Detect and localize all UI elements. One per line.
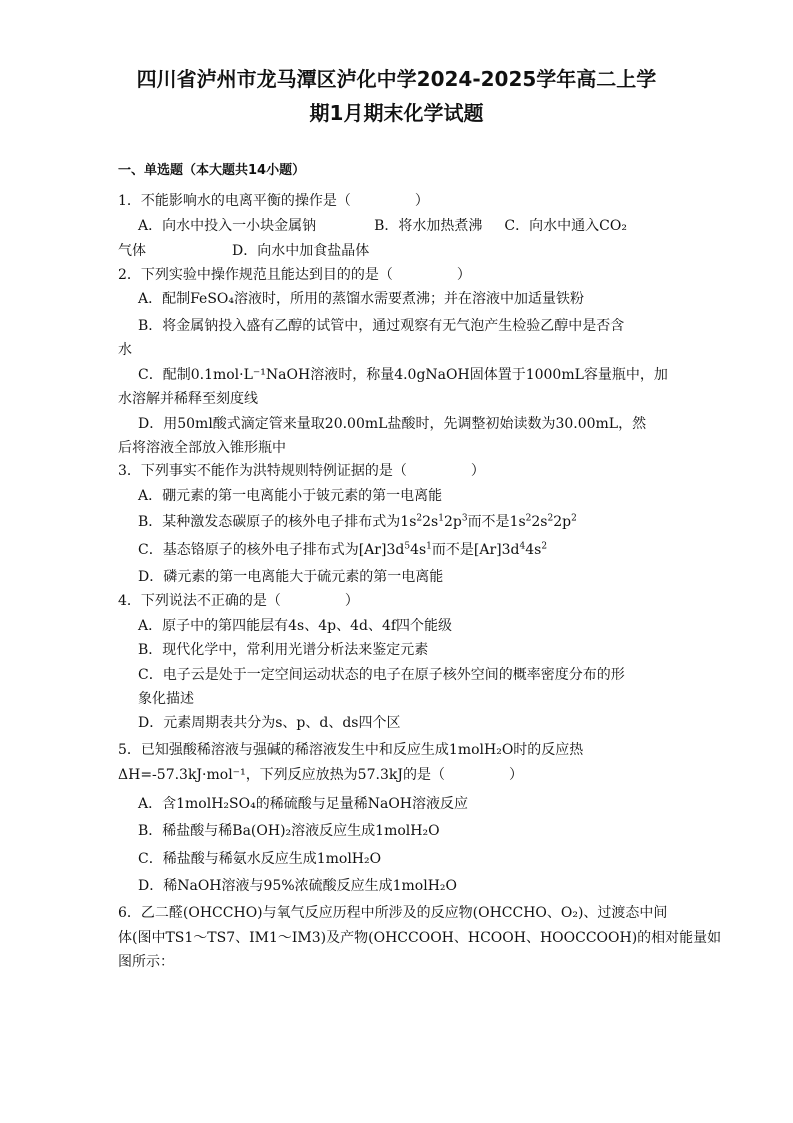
q4-option-c: C．电子云是处于一定空间运动状态的电子在原子核外空间的概率密度分布的形 [138, 667, 625, 683]
question-6-stem: 6．乙二醛(OHCCHO)与氧气反应历程中所涉及的反应物(OHCCHO、O₂)、过渡态中间 [118, 905, 668, 921]
q3-option-d: D．磷元素的第一电离能大于硫元素的第一电离能 [138, 569, 444, 585]
question-1-options-cont: 气体 D．向水中加食盐晶体 [118, 243, 370, 259]
question-1-stem: 1．不能影响水的电离平衡的操作是（ ） [118, 193, 429, 209]
q2-option-d-cont: 后将溶液全部放入锥形瓶中 [118, 440, 286, 456]
q2-option-d: D．用50ml酸式滴定管来量取20.00mL盐酸时，先调整初始读数为30.00mL，然 [138, 416, 647, 432]
question-3-stem: 3．下列事实不能作为洪特规则特例证据的是（ ） [118, 463, 485, 479]
question-5-stem: 5．已知强酸稀溶液与强碱的稀溶液发生中和反应生成1molH₂O时的反应热 [118, 742, 584, 758]
section-heading: 一、单选题（本大题共14小题） [118, 163, 306, 178]
question-6-stem-cont2: 图所示： [118, 954, 174, 970]
q4-option-a: A．原子中的第四能层有4s、4p、4d、4f四个能级 [138, 618, 453, 634]
q5-option-c: C．稀盐酸与稀氨水反应生成1molH₂O [138, 851, 382, 867]
q2-option-c: C．配制0.1mol·L⁻¹NaOH溶液时，称量4.0gNaOH固体置于1000mL容量瓶中，加 [138, 367, 668, 383]
q5-option-d: D．稀NaOH溶液与95%浓硫酸反应生成1molH₂O [138, 878, 458, 894]
question-2-stem: 2．下列实验中操作规范且能达到目的的是（ ） [118, 267, 471, 283]
q1-option-a: A．向水中投入一小块金属钠 [138, 218, 317, 234]
q1-option-c: C．向水中通入CO₂ [504, 218, 627, 234]
q3-option-a: A．硼元素的第一电离能小于铍元素的第一电离能 [138, 488, 443, 504]
page-title-line1: 四川省泸州市龙马潭区泸化中学2024-2025学年高二上学 [136, 67, 657, 91]
q1-option-b: B．将水加热煮沸 [374, 218, 483, 234]
q4-option-c-cont: 象化描述 [138, 691, 194, 707]
q2-option-b: B．将金属钠投入盛有乙醇的试管中，通过观察有无气泡产生检验乙醇中是否含 [138, 318, 625, 334]
q2-option-a: A．配制FeSO₄溶液时，所用的蒸馏水需要煮沸；并在溶液中加适量铁粉 [138, 291, 585, 307]
question-4-stem: 4．下列说法不正确的是（ ） [118, 593, 359, 609]
q3-option-c: C．基态铬原子的核外电子排布式为$[Ar]3d^54s^1$而不是$[Ar]3d^44s^2$ [138, 541, 548, 558]
q4-option-b: B．现代化学中，常利用光谱分析法来鉴定元素 [138, 642, 429, 658]
question-6-stem-cont1: 体(图中TS1～TS7、IM1～IM3)及产物(OHCCOOH、HCOOH、HOOCCOOH)的相对能量如 [118, 930, 722, 946]
question-1-options [138, 217, 627, 235]
q2-option-b-cont: 水 [118, 342, 132, 358]
mol-h2o-formula: 1molH₂O [448, 742, 514, 758]
q1-option-d: D．向水中加食盐晶体 [232, 243, 370, 259]
q5-option-a: A．含1molH₂SO₄的稀硫酸与足量稀NaOH溶液反应 [138, 796, 469, 812]
delta-h-formula: ΔH=-57.3kJ·mol⁻¹ [118, 767, 246, 783]
q4-option-d: D．元素周期表共分为s、p、d、ds四个区 [138, 715, 401, 731]
q3-option-b: B．某种激发态碳原子的核外电子排布式为$1s^22s^12p^3$而不是$1s^22s^22p^2$ [138, 513, 577, 530]
page-title-line2: 期1月期末化学试题 [309, 101, 484, 125]
question-5-stem-cont: ΔH=-57.3kJ·mol⁻¹，下列反应放热为57.3kJ的是（ ） [118, 767, 523, 783]
q2-option-c-cont: 水溶解并稀释至刻度线 [118, 391, 258, 407]
q5-option-b: B．稀盐酸与稀Ba(OH)₂溶液反应生成1molH₂O [138, 823, 440, 839]
